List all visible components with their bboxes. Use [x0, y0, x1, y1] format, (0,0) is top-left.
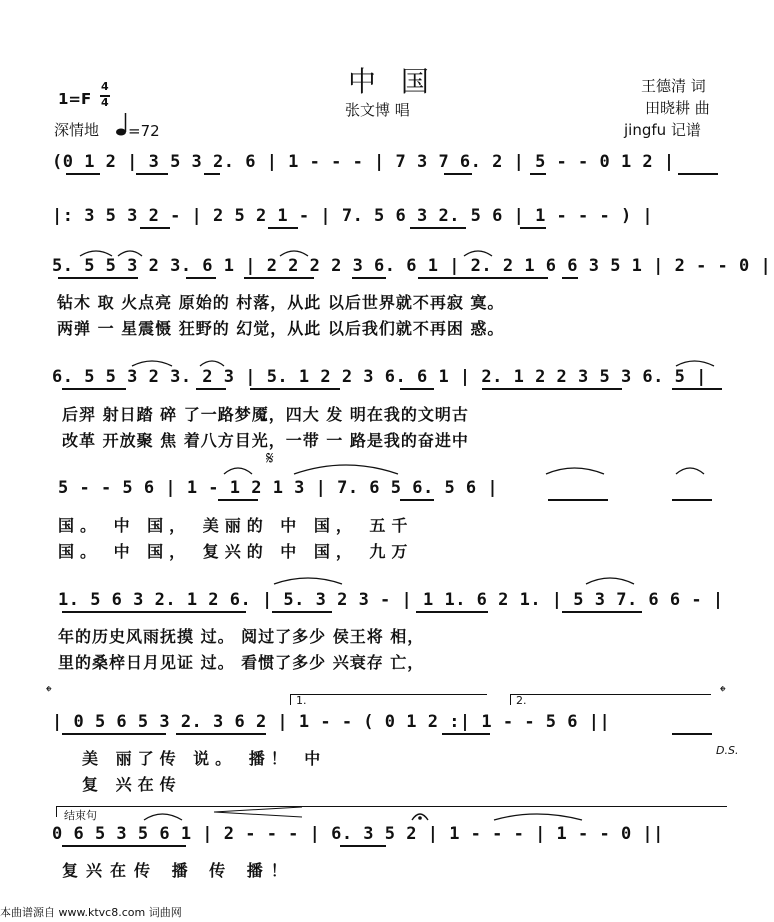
score-line-3: 5. 5 5 3 2 3. 6 1 | 2 2 2 2 3 6. 6 1 | 2. 2 1 6 6 3 5 1 | 2 - - 0 |	[52, 256, 772, 276]
beam	[66, 173, 100, 175]
lyricist-credit: 王德清 词	[641, 77, 706, 95]
slur	[672, 356, 722, 368]
beam	[416, 611, 488, 613]
slur	[270, 572, 350, 586]
slur	[140, 808, 190, 822]
expression-mark: 深情地	[54, 121, 100, 139]
beam	[196, 388, 226, 390]
tempo-mark: =72	[128, 122, 160, 140]
fermata-icon	[410, 808, 430, 822]
slur	[128, 356, 188, 368]
beam	[272, 611, 332, 613]
score-line-8: 0 6 5 3 5 6 1 | 2 - - - | 6. 3 5 2 | 1 - - - | 1 - - 0 ||	[52, 824, 664, 844]
lyrics-verse-2-line-1: 两弹 一 星震慑 狂野的 幻觉，从此 以后我们就不再困 惑。	[57, 319, 505, 338]
composer-credit: 田晓耕 曲	[645, 99, 710, 117]
score-line-1: (0 1 2 | 3 5 3 2. 6 | 1 - - - | 7 3 7 6. 2 | 5 - - 0 1 2 |	[52, 152, 675, 172]
beam	[140, 227, 170, 229]
transcriber-credit: jingfu 记谱	[624, 121, 701, 139]
beam	[268, 227, 298, 229]
crescendo-hairpin	[210, 806, 310, 818]
beam	[530, 173, 546, 175]
beam	[160, 611, 246, 613]
beam	[186, 277, 216, 279]
beam	[62, 845, 186, 847]
beam	[672, 733, 712, 735]
beam	[62, 611, 160, 613]
coda-icon: 𝄌	[720, 682, 726, 701]
slur	[276, 246, 316, 258]
score-line-4: 6. 5 5 3 2 3. 2 3 | 5. 1 2 2 3 6. 6 1 | 2. 1 2 2 3 5 3 6. 5 |	[52, 367, 707, 387]
source-footer: 本曲谱源自 www.ktvc8.com 词曲网	[0, 906, 182, 919]
beam	[58, 277, 138, 279]
beam	[678, 173, 718, 175]
beam	[340, 845, 386, 847]
beam	[410, 227, 466, 229]
beam	[562, 611, 642, 613]
singer-credit: 张文博 唱	[345, 101, 410, 119]
lyrics-verse-1-line-5: 美 丽了传 说。 播！ 中	[82, 749, 327, 768]
beam	[672, 499, 712, 501]
beam	[672, 388, 722, 390]
lyrics-ending: 复兴在传 播 传 播！	[62, 861, 295, 880]
beam	[250, 388, 340, 390]
slur	[220, 462, 260, 476]
beam	[562, 277, 578, 279]
slur	[542, 462, 612, 476]
first-ending-bracket	[290, 694, 487, 705]
slur	[672, 462, 712, 476]
song-title: 中 国	[348, 65, 437, 98]
quarter-note-icon	[115, 111, 129, 137]
slur	[460, 246, 500, 258]
coda-icon: 𝄌	[46, 682, 52, 701]
key-signature: 1=F	[58, 90, 92, 108]
slur	[582, 572, 642, 586]
beam	[244, 277, 314, 279]
second-ending-label: 2.	[516, 694, 527, 707]
lyrics-verse-2-line-5: 复 兴在传	[82, 775, 182, 794]
beam	[418, 277, 548, 279]
beam	[442, 733, 490, 735]
dal-segno-mark: D.S.	[716, 744, 739, 757]
beam	[176, 733, 266, 735]
beam	[482, 388, 622, 390]
ending-label: 结束句	[64, 809, 97, 822]
beam	[62, 388, 126, 390]
beam	[400, 388, 434, 390]
score-line-7: | 0 5 6 5 3 2. 3 6 2 | 1 - - ( 0 1 2 :| 1 - - 5 6 ||	[52, 712, 611, 732]
lyrics-verse-1-line-2: 后羿 射日踏 碎 了一路梦魇，四大 发 明在我的文明古	[62, 405, 469, 424]
beam	[548, 499, 608, 501]
lyrics-verse-2-line-3: 国。 中 国， 复兴的 中 国， 九万	[58, 542, 414, 561]
beam	[136, 173, 168, 175]
lyrics-verse-2-line-2: 改革 开放聚 焦 着八方目光，一带 一 路是我的奋进中	[62, 431, 469, 450]
beam	[62, 733, 166, 735]
tie	[490, 808, 590, 822]
score-line-2: |: 3 5 3 2 - | 2 5 2 1 - | 7. 5 6 3 2. 5 6 | 1 - - - ) |	[52, 206, 654, 226]
beam	[218, 499, 258, 501]
segno-icon: 𝄋	[266, 448, 274, 469]
time-signature-bottom: 4	[101, 96, 109, 109]
beam	[352, 277, 386, 279]
beam	[400, 499, 434, 501]
lyrics-verse-2-line-4: 里的桑梓日月见证 过。 看惯了多少 兴衰存 亡，	[58, 653, 425, 672]
slur	[76, 246, 146, 258]
lyrics-verse-1-line-4: 年的历史风雨抚摸 过。 阅过了多少 侯王将 相，	[58, 627, 425, 646]
time-signature-top: 4	[101, 80, 109, 93]
tie	[290, 460, 410, 476]
first-ending-label: 1.	[296, 694, 307, 707]
beam	[204, 173, 220, 175]
beam	[444, 173, 472, 175]
score-line-6: 1. 5 6 3 2. 1 2 6. | 5. 3 2 3 - | 1 1. 6 2 1. | 5 3 7. 6 6 - |	[58, 590, 724, 610]
second-ending-bracket	[510, 694, 711, 705]
beam	[520, 227, 546, 229]
lyrics-verse-1-line-3: 国。 中 国， 美丽的 中 国， 五千	[58, 516, 414, 535]
lyrics-verse-1-line-1: 钻木 取 火点亮 原始的 村落，从此 以后世界就不再寂 寞。	[57, 293, 505, 312]
slur	[196, 356, 236, 368]
score-line-5: 5 - - 5 6 | 1 - 1 2 1 3 | 7. 6 5 6. 5 6 |	[58, 478, 499, 498]
